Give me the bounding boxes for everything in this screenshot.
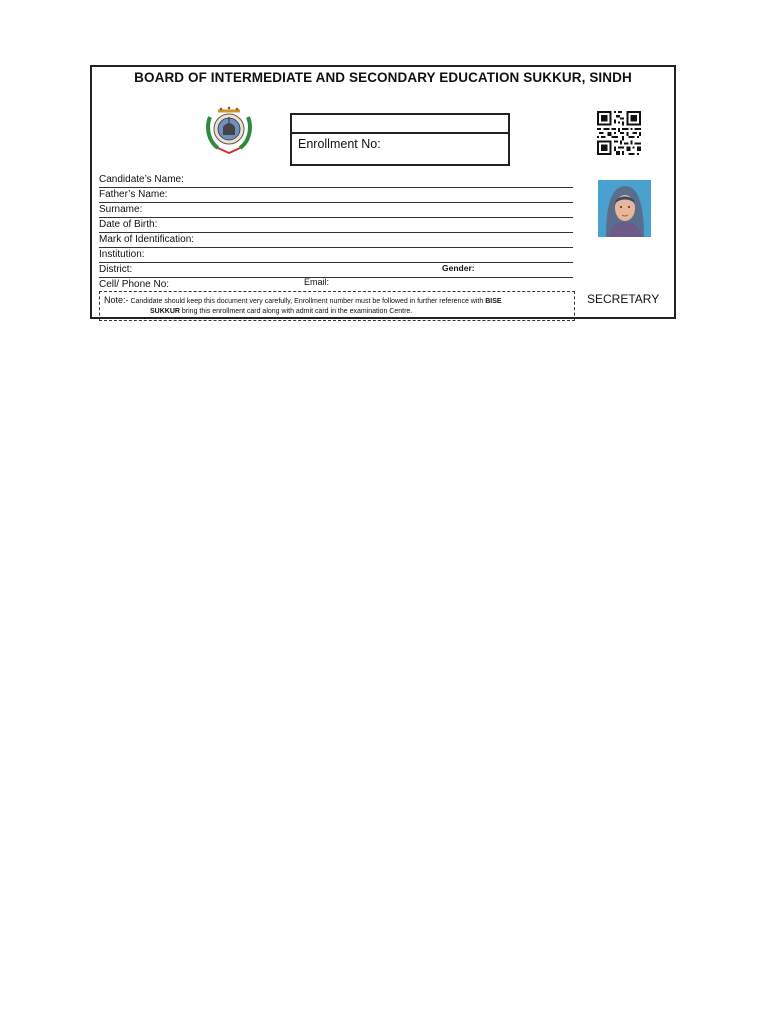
- note-bold-sukkur: SUKKUR: [150, 308, 180, 315]
- note-text-b: bring this enrollment card along with admit card in the examination Centre.: [179, 308, 413, 315]
- field-candidate-name: Candidate’s Name:: [99, 173, 573, 188]
- field-surname: Surname:: [99, 203, 573, 218]
- field-phone: Cell/ Phone No:: [99, 279, 170, 290]
- secretary-label: SECRETARY: [587, 292, 660, 306]
- field-institution: Institution:: [99, 248, 573, 263]
- field-mark-of-identification: Mark of Identification:: [99, 233, 573, 248]
- qr-code-icon: [597, 110, 641, 156]
- field-father-name: Father’s Name:: [99, 188, 573, 203]
- note-title: Note:-: [104, 295, 129, 305]
- enrollment-box: [290, 113, 510, 166]
- field-email: Email:: [304, 277, 330, 287]
- card-title: BOARD OF INTERMEDIATE AND SECONDARY EDUCATION SUKKUR, SINDH: [134, 70, 632, 85]
- enrollment-card: [90, 65, 676, 319]
- note-text-a: Candidate should keep this document very carefully, Enrollment number must be followed in further reference with: [128, 298, 486, 305]
- field-date-of-birth: Date of Birth:: [99, 218, 573, 233]
- board-logo-icon: [204, 103, 254, 155]
- field-gender: Gender:: [442, 263, 475, 273]
- note-box: [99, 291, 575, 321]
- note-bold-bise: BISE: [485, 298, 502, 305]
- enrollment-label: Enrollment No:: [298, 137, 381, 151]
- candidate-photo: [598, 180, 651, 237]
- field-district: District:: [99, 263, 573, 278]
